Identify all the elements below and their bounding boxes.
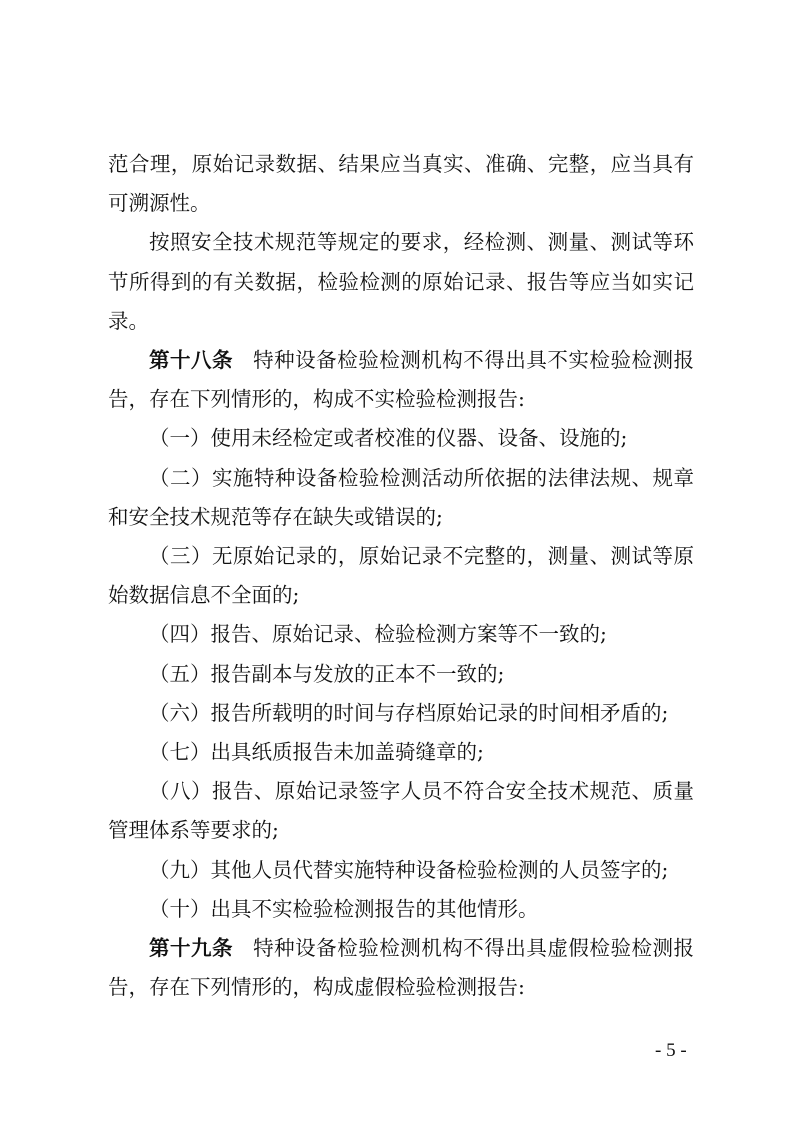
list-item-2: （二）实施特种设备检验检测活动所依据的法律法规、规章和安全技术规范等存在缺失或错误的;	[108, 465, 694, 529]
list-item-5: （五）报告副本与发放的正本不一致的;	[149, 661, 505, 686]
list-item-7: （七）出具纸质报告未加盖骑缝章的;	[149, 740, 484, 765]
article-19	[108, 929, 694, 1007]
article-19-text: 特种设备检验检测机构不得出具虚假检验检测报告，存在下列情形的，构成虚假检验检测报告:	[108, 936, 695, 1000]
article-18-text: 特种设备检验检测机构不得出具不实检验检测报告，存在下列情形的，构成不实检验检测报告:	[108, 348, 695, 412]
list-item-4: （四）报告、原始记录、检验检测方案等不一致的;	[149, 622, 607, 647]
document-page-body	[108, 145, 694, 1007]
page-number: - 5 -	[655, 1040, 687, 1061]
list-item-8: （八）报告、原始记录签字人员不符合安全技术规范、质量管理体系等要求的;	[108, 779, 694, 843]
article-18-title: 第十八条	[149, 348, 234, 373]
list-item-9: （九）其他人员代替实施特种设备检验检测的人员签字的;	[149, 857, 669, 882]
article-18	[108, 341, 694, 419]
paragraph-body: 按照安全技术规范等规定的要求，经检测、测量、测试等环节所得到的有关数据，检验检测的原始记录、报告等应当如实记录。	[108, 230, 694, 333]
paragraph-continuation: 范合理，原始记录数据、结果应当真实、准确、完整，应当具有可溯源性。	[108, 152, 694, 216]
list-item-3: （三）无原始记录的，原始记录不完整的，测量、测试等原始数据信息不全面的;	[108, 544, 694, 608]
list-item-10: （十）出具不实检验检测报告的其他情形。	[149, 896, 539, 921]
article-19-title: 第十九条	[149, 936, 234, 961]
list-item-6: （六）报告所载明的时间与存档原始记录的时间相矛盾的;	[149, 700, 669, 725]
list-item-1: （一）使用未经检定或者校准的仪器、设备、设施的;	[149, 426, 628, 451]
